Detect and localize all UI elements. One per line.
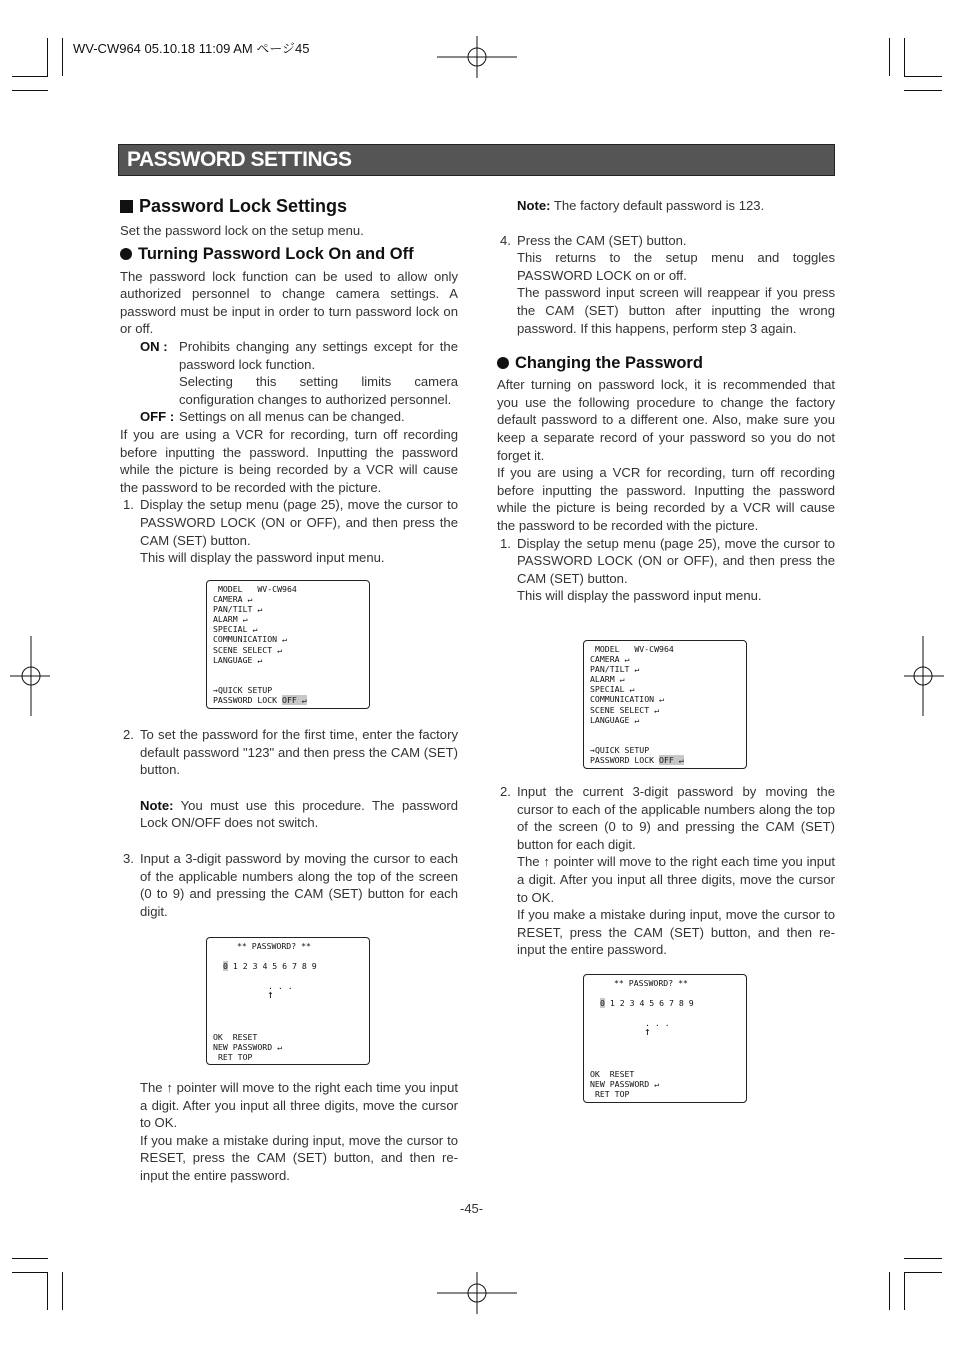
crop-mark — [904, 1272, 942, 1273]
paragraph: The password lock function can be used to allow only authorized personnel to change camera settings. A password must be input in order to turn password lock on or off. — [120, 268, 458, 337]
paragraph: If you are using a VCR for recording, turn off recording before inputting the password. Inputting the password while the picture is being recorded by a VCR will cause the password to be recorded with the picture. — [497, 465, 835, 533]
submenu-arrow-icon: ↵ — [624, 654, 630, 664]
print-header: WV-CW964 05.10.18 11:09 AM ページ45 — [73, 41, 310, 56]
password-screen: ** PASSWORD? ** 0 1 2 3 4 5 6 7 8 9 . . . ↑ OK RESET NEW PASSWORD ↵ RET TOP — [206, 937, 370, 1065]
list-item: 1. Display the setup menu (page 25), move the cursor to PASSWORD LOCK (ON or OFF), and then press the CAM (SET) button. This will display the password input menu. — [500, 535, 835, 604]
crop-mark — [47, 1272, 48, 1310]
list-item: 4. Press the CAM (SET) button. This returns to the setup menu and toggles PASSWORD LOCK on or off. The password input screen will reappear if you press the CAM (SET) button after inputting the wrong password. If this happens, perform step 3 again. — [500, 232, 835, 336]
list-item: 2. Input the current 3-digit password by moving the cursor to each of the applicable numbers along the top of the screen (0 to 9) and pressing the CAM (SET) button for each digit. The ↑ pointer will move to the right each time you input a digit. After you input all three digits, move the cursor to OK. If you make a mistake during input, move the cursor to RESET, press the CAM (SET) button, and then re-input the entire password. — [500, 784, 836, 958]
left-column — [120, 195, 458, 567]
crop-mark — [12, 90, 48, 91]
setup-menu-screen: MODEL WV-CW964 CAMERA ↵ PAN/TILT ↵ ALARM ↵ SPECIAL ↵ COMMUNICATION ↵ SCENE SELECT ↵ LANGUAGE ↵ →QUICK SETUP PASSWORD LOCK OFF ↵ — [206, 580, 370, 709]
paragraph: After turning on password lock, it is recommended that you use the following procedure to change the factory default password to a different one. Also, make sure you keep a separate record of your password so you do not forget it. — [497, 377, 835, 463]
crop-mark — [12, 76, 48, 77]
password-lock-value: OFF ↵ — [659, 755, 684, 765]
left-column-steps — [120, 726, 458, 920]
selected-digit: 0 — [223, 961, 228, 971]
right-column — [497, 197, 835, 605]
list-item: 1. Display the setup menu (page 25), move the cursor to PASSWORD LOCK (ON or OFF), and then press the CAM (SET) button. This will display the password input menu. — [123, 497, 458, 566]
submenu-arrow-icon: ↵ — [634, 715, 640, 725]
submenu-arrow-icon: ↵ — [257, 604, 263, 614]
definition-on: ON : Prohibits changing any settings except for the password lock function. Selecting this setting limits camera configuration changes to authorized personnel. — [140, 338, 458, 407]
list-item: 2. To set the password for the first time, enter the factory default password "123" and then press the CAM (SET) button. Note: You must use this procedure. The password Lock ON/OFF does not switch. — [123, 727, 458, 831]
pointer-up-arrow-icon: ↑ — [543, 854, 550, 870]
crop-mark — [889, 38, 890, 76]
page-title-bar — [118, 144, 835, 176]
square-bullet-icon — [120, 200, 133, 213]
password-screen: ** PASSWORD? ** 0 1 2 3 4 5 6 7 8 9 . . . ↑ OK RESET NEW PASSWORD ↵ RET TOP — [583, 974, 747, 1103]
submenu-arrow-icon: ↵ — [277, 645, 283, 655]
submenu-arrow-icon: ↵ — [634, 664, 640, 674]
page-title: PASSWORD SETTINGS — [127, 148, 352, 171]
crop-mark — [12, 1258, 48, 1259]
crop-mark — [904, 1258, 942, 1259]
submenu-arrow-icon: ↵ — [654, 1079, 660, 1089]
selected-digit: 0 — [600, 998, 605, 1008]
registration-mark-left — [10, 636, 50, 716]
crop-mark — [904, 76, 942, 77]
page-number: -45- — [460, 1201, 484, 1216]
submenu-arrow-icon: ↵ — [659, 694, 664, 704]
setup-menu-screen: MODEL WV-CW964 CAMERA ↵ PAN/TILT ↵ ALARM ↵ SPECIAL ↵ COMMUNICATION ↵ SCENE SELECT ↵ LANGUAGE ↵ →QUICK SETUP PASSWORD LOCK OFF ↵ — [583, 640, 747, 769]
circle-bullet-icon — [497, 357, 509, 369]
cursor-arrow-icon: → — [213, 685, 218, 695]
section-intro: Set the password lock on the setup menu. — [120, 223, 364, 238]
crop-mark — [12, 1272, 48, 1273]
registration-mark-bottom — [437, 1272, 517, 1314]
definition-off: OFF : Settings on all menus can be changed. — [140, 409, 405, 425]
registration-mark-right — [904, 636, 944, 716]
password-lock-value: OFF ↵ — [282, 695, 307, 705]
submenu-arrow-icon: ↵ — [629, 684, 635, 694]
cursor-arrow-icon: → — [590, 745, 595, 755]
crop-mark — [904, 90, 942, 91]
submenu-arrow-icon: ↵ — [619, 674, 625, 684]
crop-mark — [904, 38, 905, 76]
crop-mark — [62, 38, 63, 76]
crop-mark — [47, 38, 48, 76]
submenu-arrow-icon: ↵ — [247, 594, 253, 604]
left-column-tail — [140, 1079, 458, 1185]
submenu-arrow-icon: ↵ — [654, 705, 660, 715]
note: Note: You must use this procedure. The password Lock ON/OFF does not switch. — [140, 797, 458, 831]
crop-mark — [62, 1272, 63, 1310]
section-heading: Password Lock Settings — [120, 195, 458, 217]
submenu-arrow-icon: ↵ — [242, 614, 248, 624]
submenu-arrow-icon: ↵ — [252, 624, 258, 634]
circle-bullet-icon — [120, 248, 132, 260]
crop-mark — [904, 1272, 905, 1310]
submenu-arrow-icon: ↵ — [257, 655, 263, 665]
pointer-up-arrow-icon: ↑ — [267, 988, 274, 1001]
crop-mark — [889, 1272, 890, 1310]
note: Note: The factory default password is 123. — [517, 198, 765, 213]
paragraph: The ↑ pointer will move to the right each time you input a digit. After you input all three digits, move the cursor to OK. — [140, 1080, 459, 1131]
subsection-heading: Turning Password Lock On and Off — [120, 243, 458, 265]
submenu-arrow-icon: ↵ — [282, 634, 287, 644]
list-item: 3. Input a 3-digit password by moving the cursor to each of the applicable numbers along the top of the screen (0 to 9) and pressing the CAM (SET) button for each digit. — [123, 850, 458, 919]
pointer-up-arrow-icon: ↑ — [166, 1080, 173, 1095]
paragraph: If you make a mistake during input, move the cursor to RESET, press the CAM (SET) button, and then re-input the entire password. — [140, 1132, 458, 1183]
paragraph: If you are using a VCR for recording, turn off recording before inputting the password. Inputting the password while the picture is being recorded by a VCR will cause the password to be recorded with the picture. — [120, 426, 458, 495]
pointer-up-arrow-icon: ↑ — [644, 1025, 651, 1038]
submenu-arrow-icon: ↵ — [277, 1042, 283, 1052]
right-column-steps — [497, 783, 835, 959]
subsection-heading: Changing the Password — [497, 352, 835, 374]
registration-mark-top — [437, 36, 517, 78]
